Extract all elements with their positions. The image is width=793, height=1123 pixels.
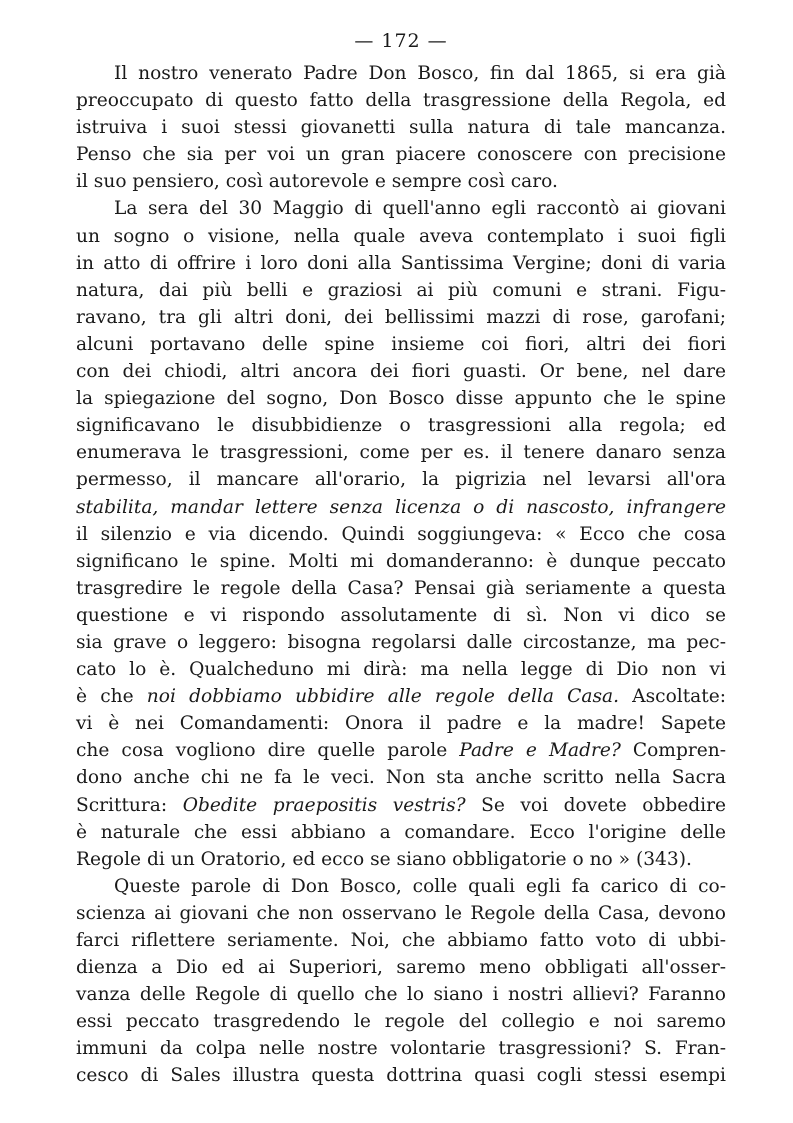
text-line: la spiegazione del sogno, Don Bosco disse appunto che le spine: [76, 388, 726, 410]
text-line: Penso che sia per voi un gran piacere conoscere con precisione: [76, 144, 726, 166]
text-line: sia grave o leggero: bisogna regolarsi dalle circostanze, ma pec-: [76, 631, 726, 653]
text-line: dienza a Dio ed ai Superiori, saremo meno obbligati all'osser-: [76, 957, 726, 979]
text-line: immuni da colpa nelle nostre volontarie trasgressioni? S. Fran-: [76, 1038, 726, 1060]
text-line: cesco di Sales illustra questa dottrina quasi cogli stessi esempi: [76, 1065, 726, 1087]
text-line: con dei chiodi, altri ancora dei fiori guasti. Or bene, nel dare: [76, 361, 726, 383]
text-line: ravano, tra gli altri doni, dei bellissimi mazzi di rose, garofani;: [76, 306, 726, 328]
text-line: significavano le disubbidienze o trasgressioni alla regola; ed: [76, 415, 726, 437]
text-line: alcuni portavano delle spine insieme coi fiori, altri dei fiori: [76, 333, 726, 355]
text-line: che cosa vogliono dire quelle parole Padre e Madre? Compren-: [76, 740, 726, 762]
text-line: permesso, il mancare all'orario, la pigrizia nel levarsi all'ora: [76, 469, 726, 491]
text-line: scienza ai giovani che non osservano le Regole della Casa, devono: [76, 902, 726, 924]
text-line: farci riflettere seriamente. Noi, che abbiamo fatto voto di ubbi-: [76, 930, 726, 951]
text-line: significano le spine. Molti mi domanderanno: è dunque peccato: [76, 550, 726, 572]
text-line: il silenzio e via dicendo. Quindi soggiungeva: « Ecco che cosa: [76, 523, 726, 545]
text-line: questione e vi rispondo assolutamente di sì. Non vi dico se: [76, 604, 726, 626]
text-line: enumerava le trasgressioni, come per es. il tenere danaro senza: [76, 442, 726, 464]
text-line: La sera del 30 Maggio di quell'anno egli raccontò ai giovani: [114, 198, 726, 220]
page-number: — 172 —: [354, 30, 448, 52]
text-line: in atto di offrire i loro doni alla Santissima Vergine; doni di varia: [76, 252, 726, 274]
paragraph-3: [76, 873, 726, 1090]
text-line: essi peccato trasgredendo le regole del collegio e noi saremo: [76, 1011, 726, 1033]
text-line: vanza delle Regole di quello che lo siano i nostri allievi? Faranno: [76, 984, 726, 1006]
paragraph-1: [76, 60, 726, 195]
text-line: è naturale che essi abbiano a comandare. Ecco l'origine delle: [76, 821, 726, 843]
text-line: vi è nei Comandamenti: Onora il padre e la madre! Sapete: [76, 713, 726, 735]
text-line: è che noi dobbiamo ubbidire alle regole della Casa. Ascoltate:: [76, 686, 727, 708]
text-line: stabilita, mandar lettere senza licenza o di nascosto, infrangere: [76, 496, 726, 518]
text-line: un sogno o visione, nella quale aveva contemplato i suoi figli: [76, 225, 726, 247]
text-line: Queste parole di Don Bosco, colle quali egli fa carico di co-: [114, 875, 726, 897]
text-line: dono anche chi ne fa le veci. Non sta anche scritto nella Sacra: [76, 767, 726, 789]
text-line: trasgredire le regole della Casa? Pensai già seriamente a questa: [76, 577, 726, 599]
text-line: natura, dai più belli e graziosi ai più comuni e strani. Figu-: [76, 279, 726, 301]
text-line: il suo pensiero, così autorevole e sempre così caro.: [76, 171, 558, 193]
document-page: [76, 28, 726, 1090]
paragraph-2: [76, 195, 726, 872]
text-line: preoccupato di questo fatto della trasgressione della Regola, ed: [76, 90, 726, 112]
text-line: Scrittura: Obedite praepositis vestris? Se voi dovete obbedire: [76, 794, 726, 816]
text-line: Il nostro venerato Padre Don Bosco, fin dal 1865, si era già: [114, 63, 726, 84]
text-line: istruiva i suoi stessi giovanetti sulla natura di tale mancanza.: [76, 117, 726, 139]
text-line: cato lo è. Qualcheduno mi dirà: ma nella legge di Dio non vi: [76, 659, 726, 681]
text-line: Regole di un Oratorio, ed ecco se siano obbligatorie o no » (343).: [76, 848, 692, 870]
